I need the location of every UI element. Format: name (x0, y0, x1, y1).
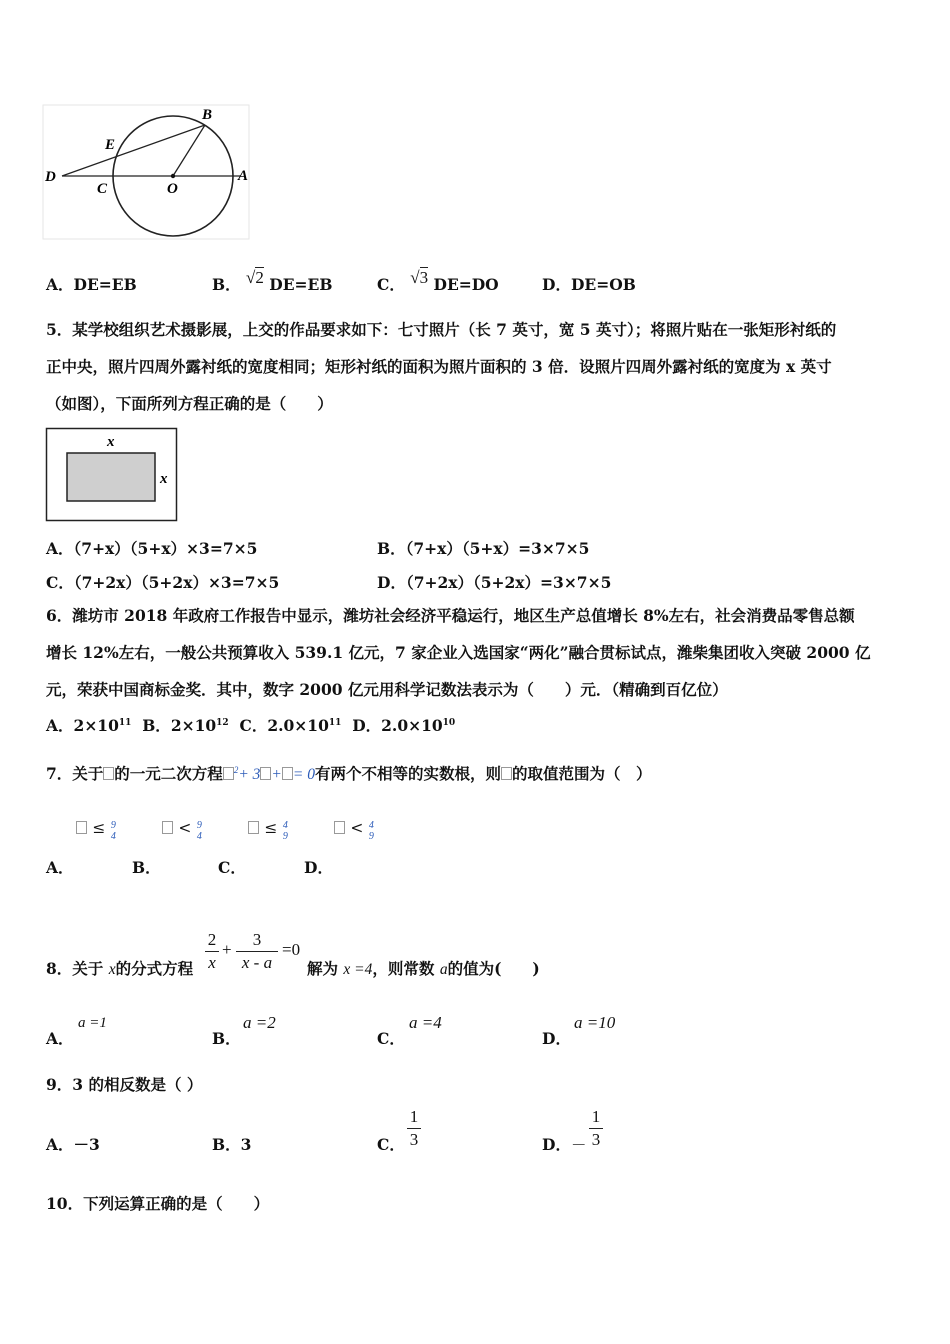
frac-num: 9 (110, 820, 116, 831)
option-exponent: 11 (118, 718, 132, 728)
sqrt-symbol: √ (410, 268, 420, 287)
missing-glyph-icon (282, 767, 293, 780)
q8-mid: 的分式方程 (115, 959, 194, 978)
missing-glyph-icon (501, 767, 512, 780)
option-letter: A． (46, 275, 74, 294)
option-text: DE=EB (73, 275, 137, 294)
option-text: （7+2x）（5+2x）=3×7×5 (405, 573, 612, 592)
option-base: 2.0×10 (267, 716, 329, 735)
q5-stem (46, 311, 906, 422)
missing-glyph-icon (248, 821, 259, 834)
option-text: DE=EB (269, 275, 333, 294)
missing-glyph-icon (260, 767, 271, 780)
q7-option-c-expr (248, 818, 288, 842)
frac-den: 3 (591, 1130, 601, 1149)
line-db (62, 125, 205, 176)
q8-solution-text: 解为 (307, 959, 339, 978)
frac-num: 2 (207, 930, 217, 949)
q9-option-b[interactable] (212, 1133, 251, 1155)
q5-line-2: 正中央，照片四周外露衬纸的宽度相同；矩形衬纸的面积为照片面积的 3 倍．设照片四周外露衬纸的宽度为 x 英寸 (46, 357, 832, 376)
option-text: －3 (73, 1135, 100, 1154)
option-text: DE=DO (433, 275, 499, 294)
q8-const-a: a (439, 961, 448, 978)
q9-option-c-fraction (407, 1107, 421, 1150)
option-text: （7+x）（5+x）=3×7×5 (405, 539, 590, 558)
q7-eq-plus3: + 3 (238, 766, 261, 783)
option-letter: C． (377, 275, 405, 294)
q5-option-a[interactable] (46, 537, 257, 559)
label-x-top: x (107, 434, 115, 450)
option-text: DE=OB (570, 275, 636, 294)
option-exponent: 11 (328, 718, 342, 728)
option-exponent: 10 (442, 718, 456, 728)
q6-option-a[interactable] (46, 716, 131, 735)
q8-fraction-1 (205, 930, 219, 973)
label-e: E (105, 137, 116, 153)
option-letter: A． (46, 1029, 74, 1048)
q5-line-1: 5．某学校组织艺术摄影展，上交的作品要求如下：七寸照片（长 7 英寸，宽 5 英寸）；将照片贴在一张矩形衬纸的 (46, 320, 837, 339)
q8-option-c[interactable] (377, 1027, 405, 1049)
frac-den: 4 (110, 831, 116, 842)
missing-glyph-icon (223, 767, 234, 780)
relation: ≤ (92, 819, 106, 837)
relation: < (350, 819, 364, 837)
q6-option-d[interactable] (352, 716, 455, 735)
q9-option-a[interactable] (46, 1133, 100, 1155)
q7-option-d-expr (334, 818, 374, 842)
label-c: C (97, 181, 108, 197)
q8-option-d-expr: a =10 (574, 1013, 616, 1032)
option-base: 2.0×10 (381, 716, 443, 735)
q6-stem (46, 597, 906, 708)
q5-option-b[interactable] (377, 537, 589, 559)
q8-solution: x =4 (343, 961, 373, 978)
q6-line-3: 元，荣获中国商标金奖．其中，数字 2000 亿元用科学记数法表示为（ ）元．（精确到百亿位） (46, 680, 728, 699)
q9-option-c[interactable] (377, 1133, 405, 1155)
option-letter: A． (46, 716, 74, 735)
missing-glyph-icon (334, 821, 345, 834)
circle-figure (42, 104, 254, 244)
frac-num: 4 (368, 820, 374, 831)
q7-eq-end: = 0 (292, 766, 315, 783)
q7-prefix: 7．关于 (46, 764, 104, 783)
option-base: 2×10 (73, 716, 119, 735)
frac-den: 4 (196, 831, 202, 842)
q8-option-a-expr: a =1 (78, 1015, 107, 1031)
q5-option-c[interactable] (46, 571, 279, 593)
q8-option-c-expr: a =4 (409, 1013, 442, 1032)
q8-suffix (307, 957, 540, 979)
label-b: B (202, 107, 213, 123)
option-letter: C． (239, 716, 268, 735)
q7-eq-exp: 2 (233, 765, 239, 775)
option-letter: D． (377, 573, 406, 592)
sqrt-radicand: 2 (255, 268, 264, 287)
q7-option-a-expr (76, 818, 116, 842)
option-letter: B． (212, 1029, 241, 1048)
q8-option-b-expr: a =2 (243, 1013, 276, 1032)
option-letter: D． (542, 275, 571, 294)
sqrt-radicand: 3 (419, 268, 429, 287)
q7-suffix: 的取值范围为（ ） (511, 764, 652, 783)
q5-option-d[interactable] (377, 571, 611, 593)
center-point-o (171, 174, 175, 178)
label-d: D (45, 169, 56, 185)
q6-option-c[interactable] (239, 716, 341, 735)
option-text: （7+2x）（5+2x）×3=7×5 (73, 573, 280, 592)
q7-mid2: 有两个不相等的实数根，则 (314, 764, 501, 783)
option-letter: D． (352, 716, 382, 735)
q8-fraction-2 (236, 930, 278, 973)
q7-option-b-expr (162, 818, 202, 842)
q9-option-d[interactable] (542, 1133, 586, 1155)
q4-option-a[interactable] (46, 273, 137, 295)
q8-prefix-text: 8．关于 (46, 959, 104, 978)
q8-option-b[interactable] (212, 1027, 241, 1049)
frac-den: x (208, 953, 216, 972)
frac-num: 9 (196, 820, 202, 831)
option-letter: B． (142, 716, 171, 735)
q6-option-b[interactable] (142, 716, 228, 735)
line-ob (173, 125, 205, 176)
option-letter: B． (212, 1135, 241, 1154)
q7-option-c[interactable]: C． (218, 858, 246, 877)
option-letter: B． (212, 275, 241, 294)
q7-option-d[interactable]: D． (304, 858, 333, 877)
q8-option-d[interactable] (542, 1027, 571, 1049)
q8-equals-zero: =0 (282, 940, 301, 959)
q8-option-a[interactable] (46, 1027, 74, 1049)
option-exponent: 12 (216, 718, 229, 728)
missing-glyph-icon (162, 821, 173, 834)
missing-glyph-icon (76, 821, 87, 834)
q8-var-x: x (108, 961, 116, 978)
label-x-right: x (160, 471, 168, 487)
frac-num: 3 (252, 930, 262, 949)
q7-stem (46, 762, 652, 784)
q9-option-d-fraction (589, 1107, 603, 1150)
frac-num: 1 (591, 1107, 601, 1126)
option-letter: A． (46, 1135, 74, 1154)
q6-options (46, 714, 455, 736)
option-text: （7+x）（5+x）×3=7×5 (73, 539, 258, 558)
missing-glyph-icon (103, 767, 114, 780)
frac-den: 9 (368, 831, 374, 842)
q10-stem: 10．下列运算正确的是（ ） (46, 1194, 270, 1213)
q7-option-b[interactable]: B． (132, 858, 161, 877)
option-sign: － (570, 1137, 587, 1154)
q5-line-3: （如图），下面所列方程正确的是（ ） (46, 394, 333, 413)
q7-eq-plus: + (271, 766, 282, 783)
label-o: O (167, 181, 178, 197)
q8-suffix1: ，则常数 (372, 959, 435, 978)
relation: ≤ (264, 819, 278, 837)
option-text: 3 (240, 1135, 252, 1154)
photo-frame-figure (45, 427, 179, 523)
option-letter: C． (46, 573, 74, 592)
relation: < (178, 819, 192, 837)
photo (67, 453, 155, 501)
frac-den: 3 (409, 1130, 419, 1149)
q8-plus: + (222, 940, 232, 959)
label-a: A (238, 168, 249, 184)
option-letter: C． (377, 1135, 405, 1154)
option-letter: A． (46, 539, 74, 558)
q4-option-c[interactable] (377, 268, 499, 295)
option-letter: D． (542, 1029, 571, 1048)
frac-num: 1 (409, 1107, 419, 1126)
q9-stem: 9．3 的相反数是（ ） (46, 1075, 203, 1094)
option-letter: D． (542, 1135, 571, 1154)
frac-num: 4 (282, 820, 288, 831)
q6-line-1: 6．潍坊市 2018 年政府工作报告中显示，潍坊社会经济平稳运行，地区生产总值增长 8%左右，社会消费品零售总额 (46, 606, 855, 625)
option-letter: C． (377, 1029, 405, 1048)
q6-line-2: 增长 12%左右，一般公共预算收入 539.1 亿元，7 家企业入选国家“两化”融合贯标试点，潍柴集团收入突破 2000 亿 (46, 643, 871, 662)
frac-den: 9 (282, 831, 288, 842)
q4-option-b[interactable] (212, 268, 333, 295)
sqrt-symbol: √ (246, 268, 256, 287)
q8-prefix (46, 957, 193, 979)
q8-suffix2: 的值为( ) (447, 959, 540, 978)
q4-option-d[interactable] (542, 273, 636, 295)
option-base: 2×10 (170, 716, 217, 735)
q7-mid1: 的一元二次方程 (114, 764, 223, 783)
option-letter: B． (377, 539, 406, 558)
q7-option-a[interactable]: A． (46, 858, 74, 877)
frac-den: x - a (241, 953, 273, 972)
